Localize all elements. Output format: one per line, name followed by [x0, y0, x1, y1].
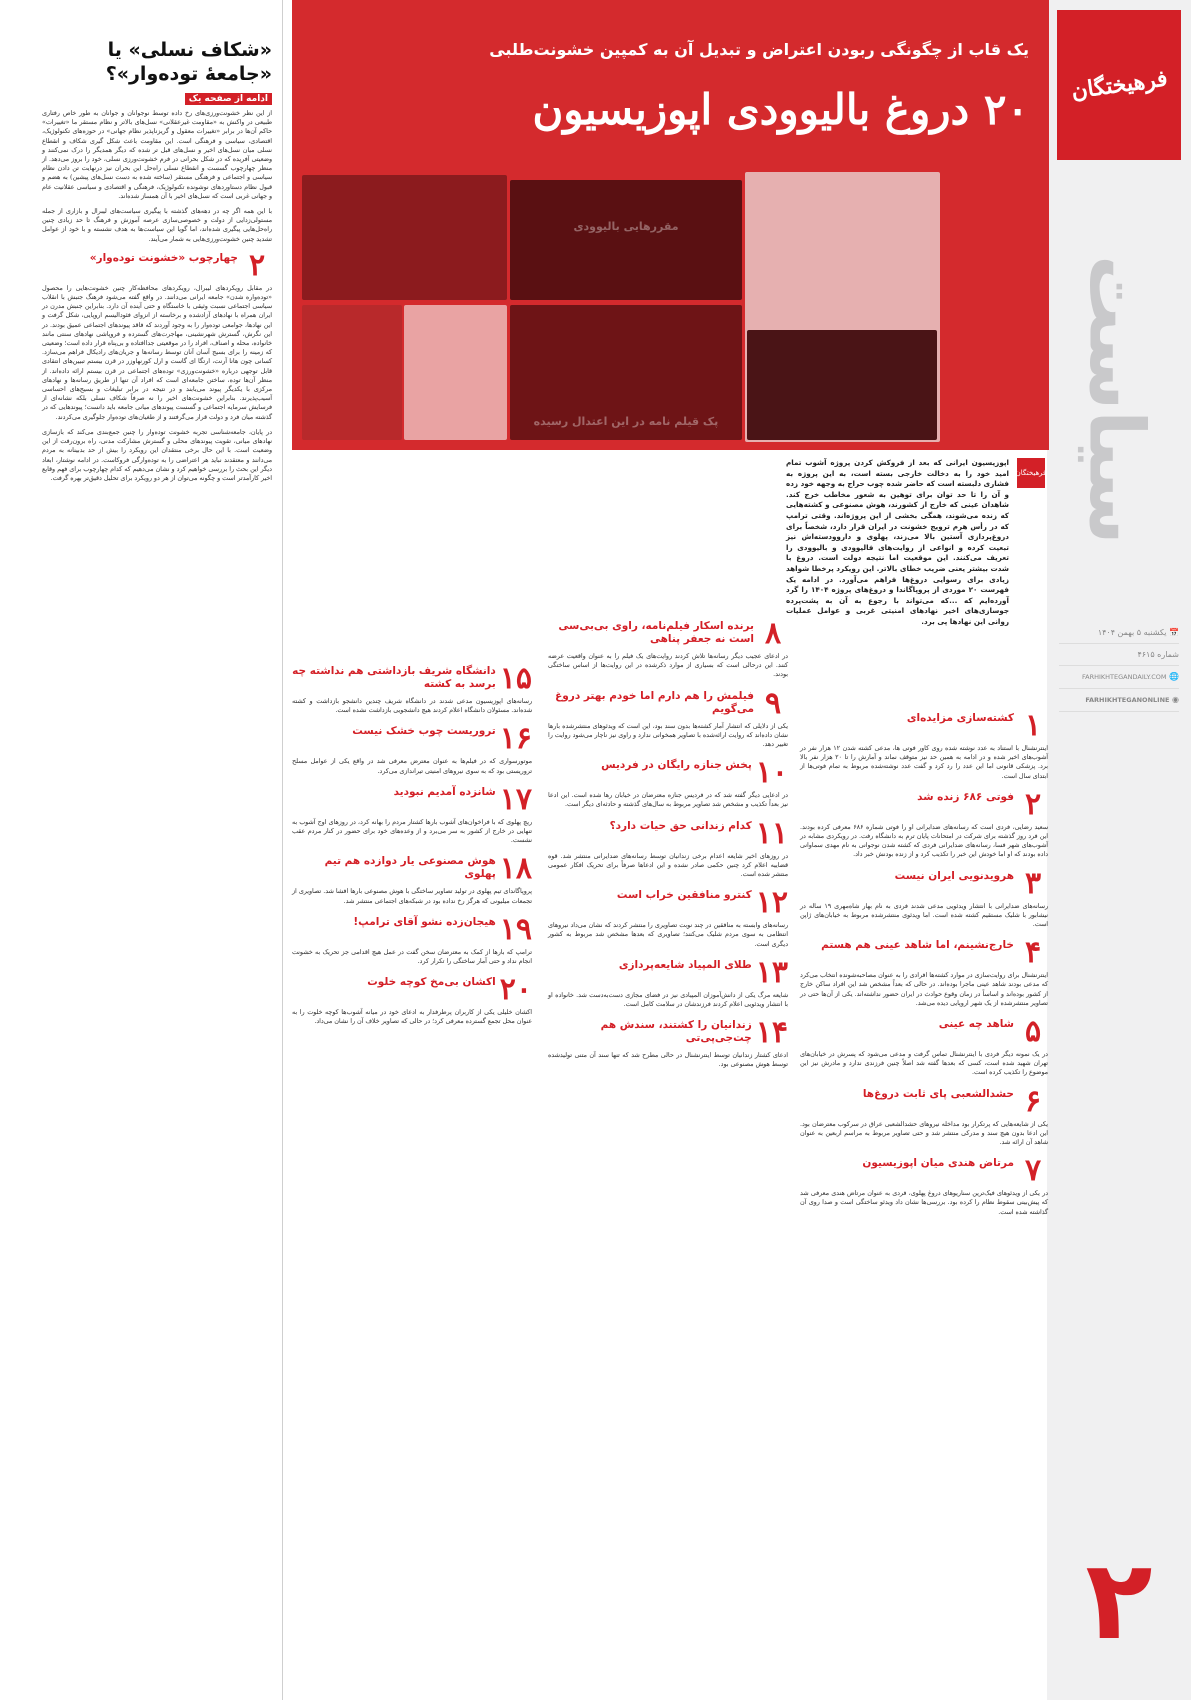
item-heading: مرتاض هندی میان اپوزیسیون — [862, 1157, 1014, 1170]
list-item — [548, 885, 788, 949]
item-number: ۱۴ — [755, 1015, 788, 1051]
brand-logo[interactable] — [1057, 10, 1181, 160]
hero-supertitle: یک قاب از چگونگی ربودن اعتراض و تبدیل آن به کمپین خشونت‌طلبی — [489, 40, 1029, 59]
continued-badge: ادامه از صفحه یک — [185, 93, 272, 105]
item-heading: فوتی ۶۸۶ زنده شد — [917, 790, 1014, 803]
section-heading: چهارچوب «خشونت توده‌وار» — [89, 251, 238, 264]
item-body: رسانه‌های ضدایرانی با انتشار ویدئویی مدعی شدند فردی به نام بهار شاه‌مهری ۱۹ ساله در نیشابور با شلیک مستقیم کشته شده است. اما ویدئوی منتشرشده مربوط به خیابان‌های ژاپن است. — [800, 902, 1048, 929]
item-heading: برنده اسکار فیلم‌نامه، راوی بی‌بی‌سی است نه جعفر پناهی — [558, 620, 754, 645]
item-body: در یک نمونه دیگر فردی با اینترنشنال تماس گرفت و مدعی می‌شود که پسرش در خیابان‌های تهران شهید شده است، کسی که بعدها گفته شد اصلاً چنین فرزندی ندارد و مادرش نیز این موضوع را تکذیب کرده است. — [800, 1051, 1048, 1077]
item-body: پروپاگاندای تیم پهلوی در تولید تصاویر ساختگی با هوش مصنوعی بارها افشا شد. تصاویری از تجمعات میلیونی که هرگز رخ نداده بود در شبکه‌های اجتماعی منتشر شد. — [292, 888, 532, 905]
website-text: FARHIKHTEGANDAILY.COM — [1082, 673, 1167, 681]
list-item — [292, 721, 532, 775]
left-body-2: با این همه اگر چه در دهه‌های گذشته با پیگیری سیاست‌های لیبرال و بازاری از جمله مستولی‌زدایی از دولت و خصوصی‌سازی عرصه آموزش و فرهنگ تا حد زیادی چنین راه‌حل‌هایی پیگیری شده‌اند، اما گویا این سیاست‌ها به هدف نشسته و با خود از عوامل تشدید چنین خشونت‌ورزی‌هایی به شمار می‌آیند. — [42, 208, 272, 243]
item-heading: شانزده آمدیم نبودید — [393, 785, 496, 798]
column-divider — [282, 0, 283, 1700]
item-heading: شاهد چه عینی — [938, 1018, 1014, 1031]
list-item — [800, 1014, 1048, 1078]
list-item — [548, 815, 788, 880]
column-b — [548, 616, 788, 1700]
list-item — [548, 755, 788, 809]
left-body-4: در پایان، جامعه‌شناسی تجربه خشونت توده‌وار را چنین جمع‌بندی می‌کند که بازسازی نهادهای میانی، تقویت پیوندهای محلی و گسترش مشارکت مدنی، راه برون‌رفت از این وضعیت است. با این حال برخی منتقدان این رویکرد را بیش از حد بدبینانه به مردم می‌دانند و معتقدند نباید هر اعتراضی را به توده‌وارگی فروکاست. در ادامه نوشتار، ابعاد دیگر این بحث را بررسی خواهیم کرد و نشان می‌دهیم که کدام چهارچوب برای فهم وقایع اخیر کارآمدتر است و چگونه می‌توان از هر دو رویکرد برای تحلیل دقیق‌تر بهره گرفت. — [42, 428, 272, 482]
item-number: ۲۰ — [499, 972, 532, 1008]
item-body: رسانه‌های اپوزیسیون مدعی شدند در دانشگاه شریف چندین دانشجو بازداشت و کشته شده‌اند. مسئولان دانشگاه اعلام کردند هیچ دانشجویی بازداشت نشده است. — [292, 698, 532, 715]
item-body: اینترنشنال با استناد به عدد نوشته شده روی کاور فوتی ها، مدعی کشته شدن ۱۲ هزار نفر در آشوب‌های اخیر شده و در ادامه به همین حد نیز متوقف نماند و آمارش را تا ۲۰ هزار نفر بالا برد. پزشکی قانونی اما این عدد را رد کرد و گفت عدد نوشته‌شده مربوط به تمام فوتی‌ها از ابتدای سال است. — [800, 745, 1048, 780]
list-item — [800, 935, 1048, 1008]
item-body: اکشان خلیلی یکی از کاربران پرطرفدار به ادعای خود در میانه آشوب‌ها کوچه خلوت را به عنوان محل تجمع گسترده معرفی کرد؛ در حالی که تصاویر خلاف آن را نشان می‌داد. — [292, 1009, 532, 1026]
item-heading: هرویدنویی ایران نیست — [894, 869, 1014, 882]
item-heading: کشته‌سازی مزایده‌ای — [906, 712, 1014, 724]
left-title: «شکاف نسلی» یا «جامعهٔ توده‌وار»؟ — [105, 39, 272, 85]
item-number: ۵ — [1024, 1014, 1042, 1050]
list-item — [292, 781, 532, 846]
item-body: در یکی از ویدئوهای فیک‌ترین سناریوهای دروغ پهلوی، فردی به عنوان مرتاض هندی معرفی شد که پیش‌بینی سقوط نظام را کرده بود. بررسی‌ها نشان داد ویدئو ساختگی است و صدا روی آن گذاشته شده است. — [800, 1190, 1048, 1216]
item-body: رسانه‌های وابسته به منافقین در چند نوبت تصاویری را منتشر کردند که نشان می‌داد نیروهای انتظامی به سوی مردم شلیک می‌کنند؛ تصاویری که بعدها مشخص شد مربوط به کشور دیگری است. — [548, 922, 788, 948]
list-item — [800, 786, 1049, 860]
item-number: ۱۹ — [499, 911, 532, 947]
intro-text: اپوزیسیون ایرانی که بعد از فروکش کردن پروژه آشوب تمام امید خود را به دخالت خارجی بسته است، به این پروژه به فشاری دلبسته است که حاضر شده چوب حراج به وجهه خود زده و آن را تا حد توان برای توهین به شعور مخاطب خرج کند. شاهدان عینی که خارج از کشورند، هوش مصنوعی و کشته‌هایی که زنده می‌شوند، همگی بخشی از این پروژه‌اند. وقتی ترامپ که در رأس هرم ترویج خشونت در ایران قرار دارد، شخصاً برای دروغ‌پردازی آستین بالا می‌زند، پهلوی و داروودسته‌اش نیز تبعیت کرده و انواعی از روایت‌های فالیوودی و بالیوودی را تعریف می‌کنند. این موقعیت اما نتیجه دولت است. دروغ با شدت بیشتر یعنی ضریب خطای بالاتر. این رویکرد پرخطا شواهد زیادی برای رسوایی دروغ‌ها فراهم می‌آورد. در ادامه یک فهرست ۲۰ موردی از پروپاگاندا و دروغ‌های پروژه ۱۴۰۴ را گرد آورده‌ایم که ...که می‌تواند با رجوع به آن به پشت‌پرده جوسازی‌های اخیر نهادهای امنیتی غربی و عوامل عملیات روانی این نهادها پی برد. — [786, 458, 1009, 626]
item-body: در روزهای اخیر شایعه اعدام برخی زندانیان توسط رسانه‌های ضدایرانی منتشر شد. قوه قضاییه اعلام کرد چنین حکمی صادر نشده و این ادعاها صرفاً برای تحریک افکار عمومی منتشر شده است. — [548, 852, 788, 879]
hero-title: ۲۰ دروغ بالیوودی اپوزیسیون — [532, 85, 1029, 134]
item-number: ۶ — [1024, 1083, 1042, 1119]
item-number: ۷ — [1024, 1153, 1042, 1189]
item-number: ۱۲ — [755, 885, 788, 921]
item-body: یکی از دلایلی که انتشار آمار کشته‌ها بدون سند بود، این است که ویدئوهای منتشرشده بارها نشان داده‌اند که روایت ارائه‌شده با تصاویر همخوانی ندارد و راوی نیز ناچار می‌شود روایت را تغییر دهد. — [548, 722, 788, 749]
list-item — [292, 851, 532, 905]
list-item — [548, 954, 788, 1009]
social-link[interactable]: ◉ FARHIKHTEGANONLINE — [1059, 689, 1179, 712]
hero-image-7 — [747, 330, 937, 440]
social-text: FARHIKHTEGANONLINE — [1085, 696, 1170, 704]
item-number: ۱۵ — [499, 661, 532, 696]
page-number: ۲ — [1085, 1536, 1153, 1664]
item-number: ۱۶ — [499, 721, 532, 757]
list-item — [292, 911, 532, 966]
masthead — [1047, 0, 1191, 1700]
left-column — [42, 38, 272, 1688]
intro-stamp: فرهیختگان — [1017, 458, 1045, 488]
hero-image-caption: پک قیلم نامه در این اعتدال رسیده — [533, 415, 719, 428]
hero-image-text: مقررهایی بالیوودی — [573, 220, 679, 233]
issue-date: 📅 یکشنبه ۵ بهمن ۱۴۰۴ — [1059, 622, 1179, 644]
item-body: ریچ پهلوی که با فراخوان‌های آشوب بارها کشتار مردم را بهانه کرد، در روزهای اوج آشوب به تنهایی در خارج از کشور به سر می‌برد و از وعده‌های خود برای حضور در کنار مردم عقب نشست. — [292, 818, 532, 845]
section-number: ۲ — [248, 247, 266, 283]
item-number: ۱۰ — [755, 755, 788, 791]
item-heading: کنترو منافقین خراب است — [616, 889, 752, 902]
item-number: ۱۷ — [499, 781, 532, 817]
list-item — [548, 1015, 788, 1069]
item-heading: طلای المپیاد شایعه‌پردازی — [618, 958, 752, 971]
list-item — [800, 1153, 1048, 1217]
hero-image-5 — [510, 305, 742, 440]
item-number: ۱۱ — [755, 815, 788, 851]
list-item — [292, 972, 532, 1026]
list-item — [800, 865, 1048, 930]
item-heading: هوش مصنوعی یار دوازده هم تیم پهلوی — [324, 855, 496, 881]
hero-image-4 — [510, 180, 742, 300]
list-item — [548, 616, 788, 680]
item-body: در ادعایی دیگر گفته شد که در فردیس جنازه معترضان در خیابان رها شده است. این ادعا نیز بعداً تکذیب و مشخص شد تصاویر مربوط به سال‌های گذشته و حادثه‌ای دیگر است. — [548, 792, 788, 809]
item-heading: کدام زندانی حق حیات دارد؟ — [609, 819, 752, 832]
list-item — [800, 1083, 1048, 1148]
item-body: یکی از شایعه‌هایی که پرتکرار بود مداخله نیروهای حشدالشعبی عراق در سرکوب معترضان بود. این ادعا بدون هیچ سند و مدرکی منتشر شد و حتی تصاویر مربوط به مراسم اربعین به عنوان شاهد آن ارائه شد. — [800, 1120, 1048, 1147]
item-heading: فیلمش را هم دارم اما خودم بهتر دروغ می‌گویم — [555, 689, 754, 715]
item-heading: خارج‌نشینم، اما شاهد عینی هم هستم — [821, 939, 1014, 952]
item-number: ۸ — [764, 616, 782, 651]
item-body: ترامپ که بارها از کمک به معترضان سخن گفت در عمل هیچ اقدامی جز تحریک به خشونت انجام نداد و حتی آمار ساختگی را تکرار کرد. — [292, 948, 532, 966]
hero-banner — [292, 0, 1049, 450]
item-body: اینترنشنال برای روایت‌سازی در موارد کشته‌ها افرادی را به عنوان مصاحبه‌شونده انتخاب می‌کرد که مدعی بودند شاهد عینی ماجرا بوده‌اند. در حالی که بعداً مشخص شد این افراد ساکن خارج از کشور بوده‌اند و اساساً در زمان وقوع حوادث در ایران حضور نداشته‌اند. یکی از آن‌ها حتی در تصاویر منتشرشده از یک شهر اروپایی دیده می‌شد. — [800, 972, 1048, 1007]
left-body-3: در مقابل رویکردهای لیبرال، رویکردهای محافظه‌کار چنین خشونت‌هایی را محصول «توده‌واره شدن» جامعه ایرانی می‌دانند. در واقع گفته می‌شود فرهنگ جنبش با انقلاب سیاسی اجتماعی نسبت وثیقی با خاستگاه و حتی آینده آن دارد. بنابراین جنبش مدرن در ایران همراه با نهادهای آزادشده و برخاسته از انزوای فئودالیسم اروپایی، شکل گرفت و این نهادها، جوامعی توده‌وار را به وجود آوردند که فاقد پیوندهای اجتماعی عمیق بودند. در این نگرش، گسترش شهرنشینی، مهاجرت‌های گسترده و فروپاشی نهادهای سنتی مانند خانواده، محله و اصناف، افراد را در موقعیتی جداافتاده و بی‌پناه قرار داده است؛ وضعیتی که زمینه را برای بسیج آسان آنان توسط رسانه‌ها و جریان‌های رادیکال فراهم می‌سازد. کسانی چون هانا آرنت، ارتگا ای گاست و ارل کورنهاوزر در قرن بیستم تبیین‌های انتقادی قابل توجهی درباره «خشونت‌ورزی» توده‌های اجتماعی در قرن بیستم ارائه داده‌اند. از منظر آن‌ها توده، ساختن جامعه‌ای است که افراد آن تنها از طریق رسانه‌ها و نهادهای مرکزی با یکدیگر پیوند می‌یابند و در نتیجه در برابر تبلیغات و بسیج‌های احساسی آسیب‌پذیرند. بنابراین خشونت‌های اخیر را نه صرفاً شکاف نسلی بلکه نشانه‌ای از فرسایش سرمایه اجتماعی و گسست پیوندهای میانی جامعه باید دانست؛ پیوندهایی که در گذشته میان فرد و دولت قرار می‌گرفتند و از طغیان‌های توده‌وار جلوگیری می‌کردند. — [42, 284, 272, 421]
item-number: ۱۸ — [499, 851, 532, 887]
item-number: ۱ — [1024, 708, 1042, 743]
item-number: ۴ — [1024, 935, 1042, 971]
item-heading: اکشان بی‌مخ کوچه خلوت — [367, 976, 496, 989]
item-number: ۱۳ — [755, 954, 788, 990]
item-number: ۳ — [1024, 865, 1042, 901]
item-heading: زندانیان را کشتند، سندش هم چت‌جی‌پی‌تی — [600, 1019, 752, 1045]
intro-block — [786, 458, 1045, 713]
brand-name: فرهیختگان — [1069, 65, 1169, 105]
column-a — [800, 708, 1049, 1700]
hero-image-3 — [404, 305, 507, 440]
left-section-heading — [42, 247, 272, 283]
hero-image-1 — [302, 175, 507, 300]
list-item — [292, 661, 532, 715]
item-number: ۲ — [1024, 786, 1042, 822]
list-item — [548, 685, 788, 750]
item-heading: هیجان‌زده نشو آقای ترامپ! — [353, 915, 496, 928]
left-body-1: از این نظر خشونت‌ورزی‌های رخ داده توسط نوجوانان و جوانان به طور خاص رفتاری طبیعی در واکنش به «مقاومت غیرعقلانی» نسل‌های بالاتر و نظام مستقر ما «تغییرات» حاکم آن‌ها در برابر «تغییرات معقول و گریزناپذیر نظام جهانی» در حوزه‌های تکنولوژیک، اقتصادی، سیاسی و فرهنگی است. این مقاومت باعث شکل گیری شکاف و انقطاع نسلی میان نسل‌های اخیر و نسل‌های قبل تر شده که دیگر همدیگر را درک نمی‌کنند و وضعیتی آفریده که در شکل بحرانی در فرم خشونت‌ورزی نسلی، خود را بروز می‌دهد. از منظر چهارچوب گسست و انقطاع نسلی راه‌حل این بحران نیز درنهایت تن دادن نظام سیاسی و اجتماعی و فرهنگی مستقر (ساخته شده به دست نسل‌های پیشین) به هضم و قبول نظام دستاوردهای نوشونده تکنولوژیک، فرهنگی و اقتصادی و سیاسی عقلانیت عام و جهانی غربی است که نسل‌های اخیر با آن همساز شده‌اند. — [42, 110, 272, 200]
item-body: سعید رضایی، فردی است که رسانه‌های ضدایرانی او را فوتی شماره ۶۸۶ معرفی کرده بودند. این فرد روز گذشته برای شرکت در امتحانات پایان ترم به دانشگاه رفت. در رویکردی مشابه در آشوب‌های شهر فسا، رسانه‌های ضدایرانی فردی که کشته شدن نوجوانی به نام مهدی سماوانی داده بودند که او اما خودش این خبر را تکذیب کرد و از زنده بودنش خبر داد. — [800, 823, 1049, 859]
item-number: ۹ — [764, 685, 782, 721]
list-item — [800, 708, 1048, 781]
item-heading: دانشگاه شریف بازداشتی هم نداشته چه برسد به کشته — [292, 665, 496, 690]
item-heading: حشدالشعبی پای ثابت دروغ‌ها — [862, 1087, 1014, 1100]
item-heading: پخش جنازه رایگان در فردیس — [601, 759, 752, 772]
item-body: در ادعای عجیب دیگر رسانه‌ها تلاش کردند روایت‌های یک فیلم را به عنوان واقعیت عرضه کنند. این درحالی است که بسیاری از موارد ذکرشده در این روایت‌ها از اساس ساختگی بودند. — [548, 653, 788, 679]
issue-label: شماره — [1157, 650, 1179, 659]
item-body: موتورسواری که در فیلم‌ها به عنوان معترض معرفی شد در واقع یکی از عوامل مسلح تروریستی بود که به سوی نیروهای امنیتی تیراندازی می‌کرد. — [292, 758, 532, 775]
item-body: ادعای کشتار زندانیان توسط اینترنشنال در حالی مطرح شد که تنها سند آن متنی تولیدشده توسط هوش مصنوعی بود. — [548, 1052, 788, 1069]
website-link[interactable]: 🌐 FARHIKHTEGANDAILY.COM — [1059, 666, 1179, 689]
issue-number-value: ۴۶۱۵ — [1137, 650, 1155, 659]
hero-image-2 — [302, 305, 402, 440]
date-text: یکشنبه ۵ بهمن ۱۴۰۴ — [1097, 628, 1167, 637]
item-heading: تروریست چوب خشک نیست — [352, 725, 496, 738]
issue-number — [1059, 644, 1179, 666]
item-body: شایعه مرگ یکی از دانش‌آموزان المپیادی نیز در فضای مجازی دست‌به‌دست شد. خانواده او با انتشار ویدئویی اعلام کردند فرزندشان در سلامت کامل است. — [548, 991, 788, 1009]
column-c — [292, 661, 532, 1700]
section-title: سیاست — [1072, 255, 1162, 545]
masthead-meta — [1059, 622, 1179, 712]
